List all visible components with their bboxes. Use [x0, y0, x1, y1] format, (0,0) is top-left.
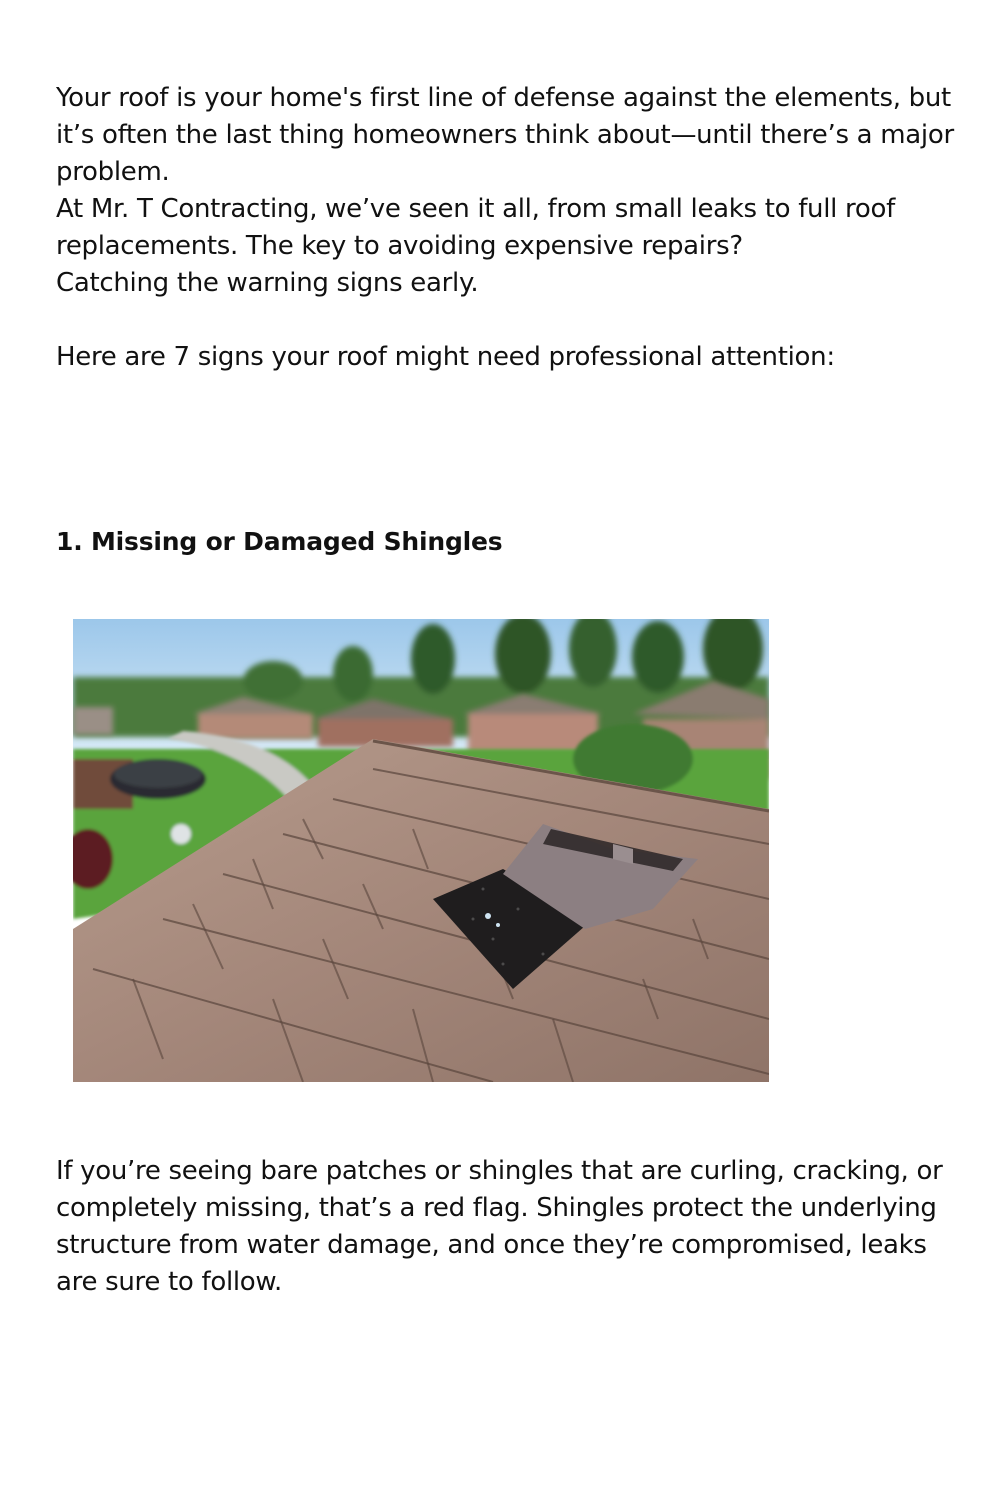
roof-damaged-shingle-photo	[73, 619, 769, 1082]
intro-paragraph-3: Catching the warning signs early.	[56, 268, 479, 298]
section-heading: 1. Missing or Damaged Shingles	[56, 527, 503, 556]
intro-text	[56, 80, 956, 302]
intro-paragraph-1: Your roof is your home's first line of defense against the elements, but it’s often the last thing homeowners think about—until there’s a major problem.	[56, 83, 954, 187]
intro-lead-in: Here are 7 signs your roof might need professional attention:	[56, 342, 835, 372]
intro-paragraph-2: At Mr. T Contracting, we’ve seen it all, from small leaks to full roof replacements. The key to avoiding expensive repairs?	[56, 194, 895, 261]
section-body: If you’re seeing bare patches or shingles that are curling, cracking, or completely missing, that’s a red flag. Shingles protect the underlying structure from water damage, and once they’re compromised, leaks are sure to follow.	[56, 1156, 943, 1297]
